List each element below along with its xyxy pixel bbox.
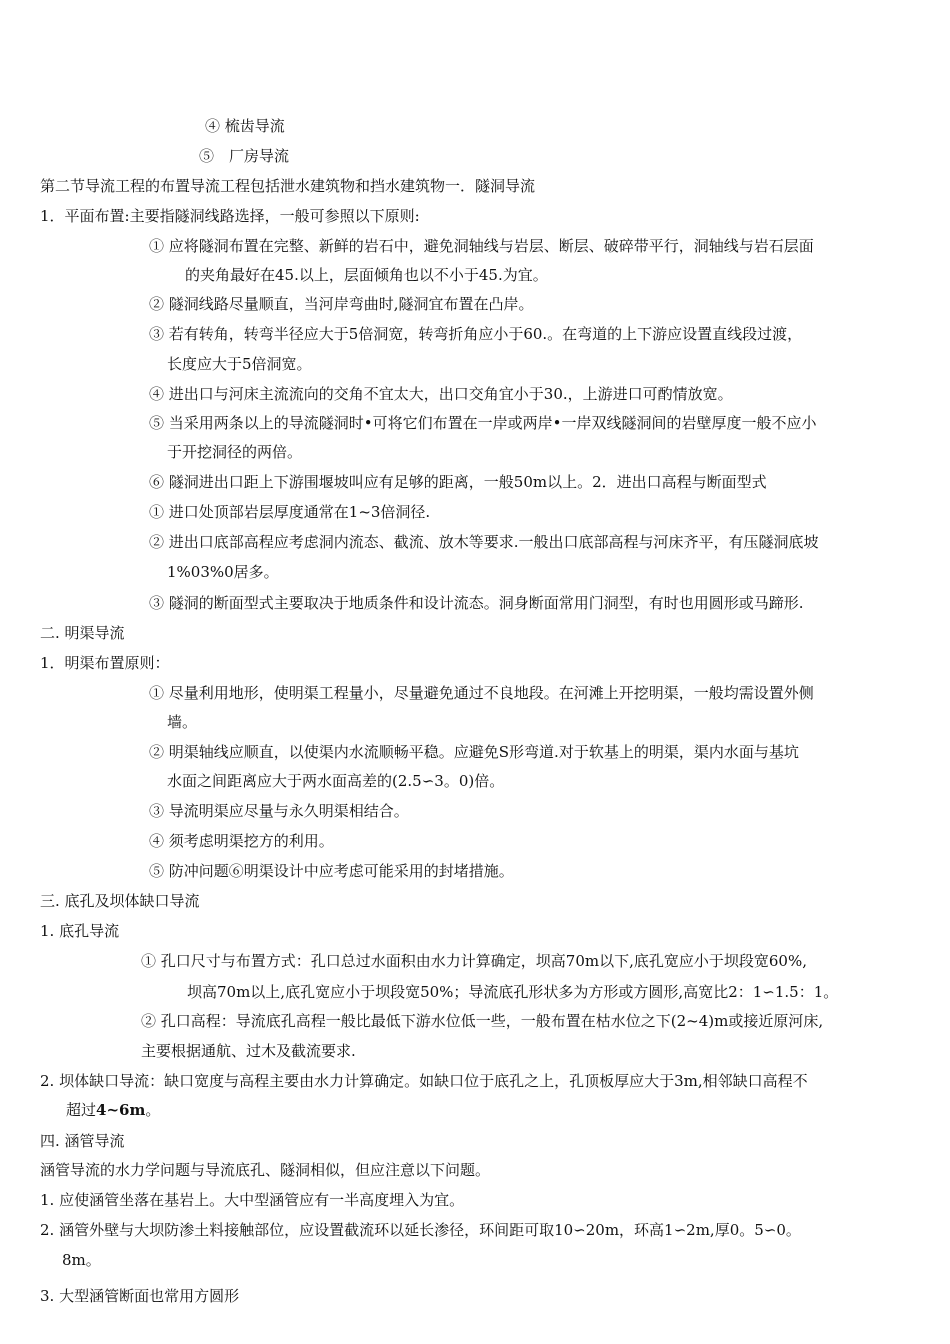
text-line: ⑤ 厂房导流	[199, 147, 290, 165]
text-line: 长度应大于5倍洞宽。	[167, 355, 312, 373]
text-line: 涵管导流的水力学问题与导流底孔、隧洞相似，但应注意以下问题。	[40, 1161, 491, 1179]
text-line: 于开挖洞径的两倍。	[167, 443, 303, 461]
text-line: ⑥ 隧洞进出口距上下游围堰坡叫应有足够的距离，一般50m以上。2．进出口高程与断面型式	[149, 473, 767, 491]
text-line: 2. 涵管外壁与大坝防渗土料接触部位，应设置截流环以延长渗径，环间距可取10∽20m，环高1∽2m,厚0。5∽0。	[40, 1221, 801, 1239]
text-line	[66, 1100, 160, 1120]
text-line: ① 孔口尺寸与布置方式：孔口总过水面积由水力计算确定，坝高70m以下,底孔宽应小于坝段宽60%,	[141, 952, 807, 970]
section-heading: 三. 底孔及坝体缺口导流	[40, 892, 200, 910]
text-line: 1. 底孔导流	[40, 922, 120, 940]
text-line: 的夹角最好在45.以上，层面倾角也以不小于45.为宜。	[185, 266, 548, 284]
text-line: ① 应将隧洞布置在完整、新鲜的岩石中，避免洞轴线与岩层、断层、破碎带平行，洞轴线与岩石层面	[149, 237, 814, 255]
text-line: 8m。	[62, 1251, 101, 1269]
text-line: ④ 梳齿导流	[205, 117, 285, 135]
text-line: ⑤ 防冲问题⑥明渠设计中应考虑可能采用的封堵措施。	[149, 862, 514, 880]
text-line: ④ 进出口与河床主流流向的交角不宜太大，出口交角宜小于30.，上游进口可酌情放宽。	[149, 385, 733, 403]
text-line: 主要根据通航、过木及截流要求.	[141, 1042, 356, 1060]
text-line: ③ 若有转角，转弯半径应大于5倍洞宽，转弯折角应小于60.。在弯道的上下游应设置直线段过渡，	[149, 325, 803, 343]
text-line: ④ 须考虑明渠挖方的利用。	[149, 832, 334, 850]
text-line: ② 明渠轴线应顺直，以使渠内水流顺畅平稳。应避免S形弯道.对于软基上的明渠，渠内水面与基坑	[149, 743, 799, 761]
text-line: 1. 应使涵管坐落在基岩上。大中型涵管应有一半高度埋入为宜。	[40, 1191, 465, 1209]
text-line: 2. 坝体缺口导流：缺口宽度与高程主要由水力计算确定。如缺口位于底孔之上，孔顶板厚应大于3m,相邻缺口高程不	[40, 1072, 808, 1090]
section-heading: 第二节导流工程的布置导流工程包括泄水建筑物和挡水建筑物一．隧洞导流	[40, 177, 536, 195]
text-line: ② 进出口底部高程应考虑洞内流态、截流、放木等要求.一般出口底部高程与河床齐平，有压隧洞底坡	[149, 533, 819, 551]
text-fragment: 。	[145, 1101, 161, 1119]
text-line: ② 孔口高程：导流底孔高程一般比最低下游水位低一些，一般布置在枯水位之下(2~4)m或接近原河床,	[141, 1012, 824, 1030]
text-line: ① 尽量利用地形，使明渠工程量小，尽量避免通过不良地段。在河滩上开挖明渠，一般均需设置外侧	[149, 684, 814, 702]
text-line: ③ 导流明渠应尽量与永久明渠相结合。	[149, 802, 409, 820]
text-fragment: 超过	[66, 1101, 97, 1119]
text-line: 坝高70m以上,底孔宽应小于坝段宽50%；导流底孔形状多为方形或方圆形,高宽比2：1∽1.5：1。	[187, 983, 839, 1001]
text-line: ③ 隧洞的断面型式主要取决于地质条件和设计流态。洞身断面常用门洞型，有时也用圆形或马蹄形.	[149, 594, 804, 612]
text-line: 水面之间距离应大于两水面高差的(2.5∽3。0)倍。	[167, 772, 505, 790]
text-line: 3. 大型涵管断面也常用方圆形	[40, 1287, 240, 1305]
text-line: ⑤ 当采用两条以上的导流隧洞时•可将它们布置在一岸或两岸•一岸双线隧洞间的岩壁厚度一般不应小	[149, 414, 817, 432]
text-line: ① 进口处顶部岩层厚度通常在1~3倍洞径.	[149, 503, 431, 521]
text-line: 1．平面布置:主要指隧洞线路选择，一般可参照以下原则:	[40, 207, 420, 225]
bold-value: 4~6m	[96, 1101, 146, 1119]
text-line: 1%03%0居多。	[167, 563, 279, 581]
text-line: 1．明渠布置原则：	[40, 654, 170, 672]
text-line: ② 隧洞线路尽量顺直，当河岸弯曲时,隧洞宜布置在凸岸。	[149, 295, 534, 313]
text-line: 墙。	[167, 713, 198, 731]
section-heading: 四. 涵管导流	[40, 1132, 125, 1150]
section-heading: 二. 明渠导流	[40, 624, 125, 642]
